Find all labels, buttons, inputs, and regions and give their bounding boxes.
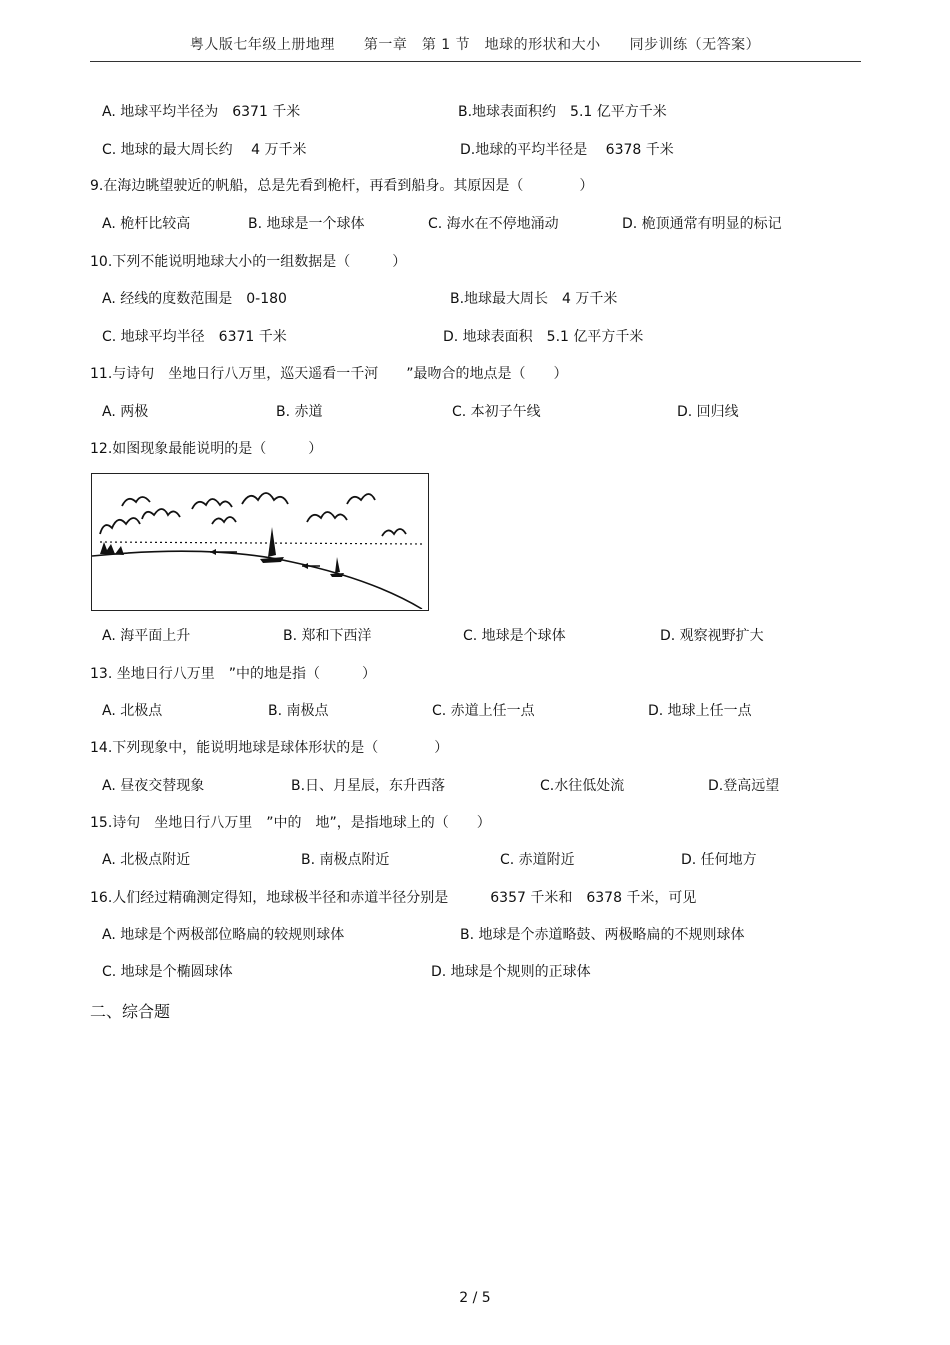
q8-option-d: D.地球的平均半径是 6378 千米 xyxy=(460,142,674,158)
q12-option-a: A. 海平面上升 xyxy=(102,628,191,644)
cloud-4 xyxy=(192,499,232,509)
q9-option-a: A. 桅杆比较高 xyxy=(102,216,191,232)
q10-option-d: D. 地球表面积 5.1 亿平方千米 xyxy=(443,329,644,345)
q14-option-b: B.日、月星辰，东升西落 xyxy=(291,778,446,794)
q8-option-a: A. 地球平均半径为 6371 千米 xyxy=(102,104,301,120)
cloud-7 xyxy=(307,512,347,522)
page-header: 粤人版七年级上册地理 第一章 第 1 节 地球的形状和大小 同步训练（无答案） xyxy=(189,37,761,53)
section-heading: 二、综合题 xyxy=(90,1002,171,1021)
q15-option-d: D. 任何地方 xyxy=(681,852,757,868)
q10-option-b: B.地球最大周长 4 万千米 xyxy=(450,291,618,307)
q12-option-b: B. 郑和下西洋 xyxy=(283,628,372,644)
q11-option-c: C. 本初子午线 xyxy=(452,404,541,420)
q14-option-d: D.登高远望 xyxy=(708,778,780,794)
page-number: 2 / 5 xyxy=(459,1290,491,1306)
q16-option-b: B. 地球是个赤道略鼓、两极略扁的不规则球体 xyxy=(460,927,745,943)
q16-option-a: A. 地球是个两极部位略扁的较规则球体 xyxy=(102,927,345,943)
q10-stem: 10.下列不能说明地球大小的一组数据是（ ） xyxy=(90,254,407,270)
cloud-2 xyxy=(122,497,150,506)
q12-option-c: C. 地球是个球体 xyxy=(463,628,566,644)
far-ship-hull xyxy=(330,573,344,577)
line-of-sight xyxy=(100,542,424,544)
q12-stem: 12.如图现象最能说明的是（ ） xyxy=(90,441,323,457)
q11-option-a: A. 两极 xyxy=(102,404,149,420)
q11-option-d: D. 回归线 xyxy=(677,404,739,420)
q13-option-c: C. 赤道上任一点 xyxy=(432,703,535,719)
q9-option-d: D. 桅顶通常有明显的标记 xyxy=(622,216,782,232)
q15-option-a: A. 北极点附近 xyxy=(102,852,191,868)
q15-option-c: C. 赤道附近 xyxy=(500,852,575,868)
q13-option-d: D. 地球上任一点 xyxy=(648,703,752,719)
q11-option-b: B. 赤道 xyxy=(276,404,323,420)
q8-option-b: B.地球表面积约 5.1 亿平方千米 xyxy=(458,104,667,120)
earth-surface-curve xyxy=(92,551,422,609)
q16-option-d: D. 地球是个规则的正球体 xyxy=(431,964,591,980)
cloud-3 xyxy=(142,509,180,519)
q14-stem: 14.下列现象中，能说明地球是球体形状的是（ ） xyxy=(90,740,449,756)
q13-stem: 13. 坐地日行八万里 ”中的地是指（ ） xyxy=(90,666,376,682)
q16-stem: 16.人们经过精确测定得知，地球极半径和赤道半径分别是 6357 千米和 6378 千米，可见 xyxy=(90,890,697,906)
ship-horizon-figure xyxy=(91,473,429,611)
cloud-5 xyxy=(212,517,236,524)
q15-option-b: B. 南极点附近 xyxy=(301,852,390,868)
ship-horizon-illustration xyxy=(92,474,427,609)
q13-option-a: A. 北极点 xyxy=(102,703,163,719)
q13-option-b: B. 南极点 xyxy=(268,703,329,719)
header-divider xyxy=(90,61,861,62)
q9-option-b: B. 地球是一个球体 xyxy=(248,216,365,232)
observer-figure xyxy=(100,542,124,555)
cloud-1 xyxy=(100,518,140,534)
cloud-8 xyxy=(347,494,375,504)
q15-stem: 15.诗句 坐地日行八万里 ”中的 地”，是指地球上的（ ） xyxy=(90,815,491,831)
far-ship-sail xyxy=(335,557,340,573)
q8-option-c: C. 地球的最大周长约 4 万千米 xyxy=(102,142,307,158)
motion-arrowhead-1 xyxy=(210,549,216,555)
q14-option-c: C.水往低处流 xyxy=(540,778,625,794)
cloud-9 xyxy=(382,529,406,536)
q14-option-a: A. 昼夜交替现象 xyxy=(102,778,205,794)
q10-option-c: C. 地球平均半径 6371 千米 xyxy=(102,329,287,345)
cloud-6 xyxy=(242,493,288,504)
near-ship-sail xyxy=(268,527,276,557)
q12-option-d: D. 观察视野扩大 xyxy=(660,628,764,644)
q11-stem: 11.与诗句 坐地日行八万里，巡天遥看一千河 ”最吻合的地点是（ ） xyxy=(90,366,568,382)
q10-option-a: A. 经线的度数范围是 0-180 xyxy=(102,291,287,307)
q9-option-c: C. 海水在不停地涌动 xyxy=(428,216,559,232)
q16-option-c: C. 地球是个椭圆球体 xyxy=(102,964,233,980)
q9-stem: 9.在海边眺望驶近的帆船，总是先看到桅杆，再看到船身。其原因是（ ） xyxy=(90,178,594,194)
